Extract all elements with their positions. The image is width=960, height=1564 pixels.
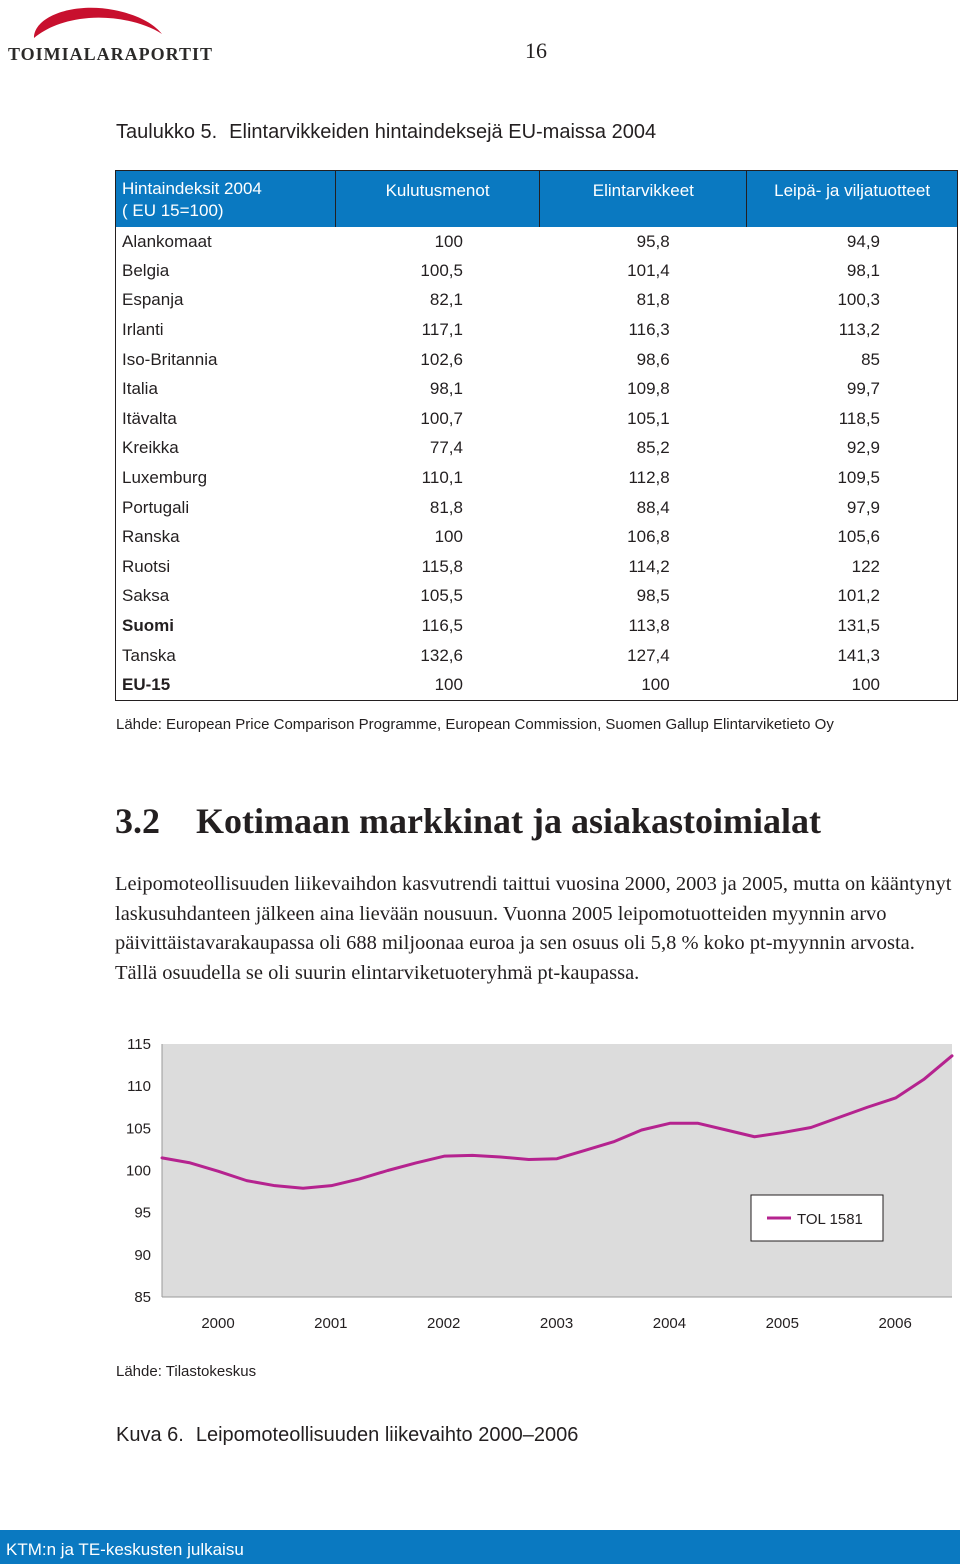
table-row bbox=[116, 227, 958, 257]
value-cell: 141,3 bbox=[837, 645, 880, 665]
value-cell: 85 bbox=[861, 349, 880, 369]
country-cell: EU-15 bbox=[122, 674, 171, 694]
value-cell: 94,9 bbox=[846, 232, 880, 252]
page-number: 16 bbox=[525, 38, 547, 63]
x-tick-label: 2005 bbox=[765, 1315, 799, 1332]
table-row bbox=[116, 286, 958, 316]
body-paragraph: Leipomoteollisuuden liikevaihdon kasvutrendi taittui vuosina 2000, 2003 ja 2005, mutta on kääntynyt laskusuhdanteen jälkeen aina lievään nousuun. Vuonna 2005 leipomotuotteiden myynnin arvo päivittäistavarakaupassa oli 688 miljoonaa euroa ja sen osuus oli 5,8 % koko pt-myynnin arvosta. Tällä osuudella se oli suurin elintarviketuoteryhmä pt-kaupassa. bbox=[115, 873, 952, 984]
value-cell: 112,8 bbox=[628, 468, 670, 488]
country-cell: Kreikka bbox=[122, 438, 179, 458]
table-row bbox=[116, 522, 958, 552]
value-cell: 100,3 bbox=[837, 290, 880, 310]
x-tick-label: 2001 bbox=[314, 1315, 348, 1332]
country-cell: Luxemburg bbox=[122, 468, 208, 488]
table-row bbox=[116, 374, 958, 404]
value-cell: 109,5 bbox=[837, 468, 880, 488]
country-cell: Irlanti bbox=[122, 320, 164, 340]
chart-source: Lähde: Tilastokeskus bbox=[116, 1363, 257, 1380]
value-cell: 88,4 bbox=[636, 497, 670, 517]
value-cell: 85,2 bbox=[636, 438, 670, 458]
revenue-line-chart bbox=[115, 1030, 960, 1340]
y-tick-label: 95 bbox=[134, 1204, 151, 1222]
value-cell: 100,5 bbox=[420, 260, 463, 280]
price-index-table bbox=[115, 170, 958, 701]
value-cell: 97,9 bbox=[846, 497, 880, 517]
table-row bbox=[116, 493, 958, 523]
table-body bbox=[116, 227, 958, 701]
value-cell: 102,6 bbox=[420, 349, 463, 369]
value-cell: 99,7 bbox=[846, 379, 880, 399]
table-row bbox=[116, 552, 958, 582]
country-cell: Iso-Britannia bbox=[122, 349, 218, 369]
value-cell: 116,3 bbox=[628, 320, 670, 340]
x-tick-label: 2004 bbox=[652, 1315, 687, 1332]
country-cell: Itävalta bbox=[122, 408, 177, 428]
table-row bbox=[116, 463, 958, 493]
chart-svg bbox=[115, 1030, 960, 1340]
column-header-kulutusmenot: Kulutusmenot bbox=[335, 171, 540, 227]
table-row bbox=[116, 345, 958, 375]
value-cell: 114,2 bbox=[628, 556, 670, 576]
x-tick-label: 2000 bbox=[201, 1315, 235, 1332]
x-tick-label: 2006 bbox=[878, 1315, 912, 1332]
value-cell: 98,1 bbox=[846, 260, 880, 280]
value-cell: 127,4 bbox=[627, 645, 670, 665]
value-cell: 105,1 bbox=[627, 408, 670, 428]
value-cell: 109,8 bbox=[627, 379, 670, 399]
column-header-index-line1: Hintaindeksit 2004 bbox=[122, 179, 262, 198]
table-source: Lähde: European Price Comparison Programme, European Commission, Suomen Gallup Elintarviketieto Oy bbox=[116, 716, 834, 733]
table-row bbox=[116, 641, 958, 671]
value-cell: 98,1 bbox=[429, 379, 463, 399]
value-cell: 115,8 bbox=[421, 556, 463, 576]
value-cell: 105,5 bbox=[420, 586, 463, 606]
country-cell: Belgia bbox=[122, 260, 170, 280]
value-cell: 77,4 bbox=[429, 438, 463, 458]
table-row bbox=[116, 404, 958, 434]
country-cell: Italia bbox=[122, 379, 158, 399]
column-header-index-line2: ( EU 15=100) bbox=[122, 201, 224, 220]
value-cell: 122 bbox=[851, 556, 880, 576]
y-tick-label: 110 bbox=[127, 1078, 151, 1096]
value-cell: 116,5 bbox=[421, 616, 463, 636]
value-cell: 95,8 bbox=[636, 232, 670, 252]
x-tick-label: 2002 bbox=[427, 1315, 461, 1332]
country-cell: Alankomaat bbox=[122, 232, 212, 252]
table-caption-label: Taulukko 5. bbox=[116, 121, 218, 143]
value-cell: 110,1 bbox=[421, 468, 463, 488]
figure-caption-label: Kuva 6. bbox=[116, 1424, 184, 1446]
table-header-row bbox=[116, 171, 958, 227]
value-cell: 82,1 bbox=[429, 290, 463, 310]
table-caption bbox=[116, 121, 656, 144]
table-caption-title: Elintarvikkeiden hintaindeksejä EU-maissa 2004 bbox=[229, 121, 657, 143]
plot-area bbox=[162, 1044, 952, 1297]
value-cell: 132,6 bbox=[420, 645, 463, 665]
value-cell: 118,5 bbox=[838, 408, 880, 428]
country-cell: Saksa bbox=[122, 586, 170, 606]
table-row bbox=[116, 256, 958, 286]
value-cell: 100 bbox=[434, 674, 463, 694]
value-cell: 105,6 bbox=[837, 527, 880, 547]
y-tick-label: 115 bbox=[127, 1036, 151, 1053]
logo-text: TOIMIALARAPORTIT bbox=[8, 44, 214, 64]
value-cell: 81,8 bbox=[636, 290, 670, 310]
country-cell: Ruotsi bbox=[122, 556, 171, 576]
footer-text: KTM:n ja TE-keskusten julkaisu bbox=[6, 1540, 244, 1559]
value-cell: 113,8 bbox=[628, 616, 670, 636]
section-title: Kotimaan markkinat ja asiakastoimialat bbox=[196, 801, 822, 841]
section-heading bbox=[115, 800, 821, 842]
value-cell: 100 bbox=[641, 674, 670, 694]
table-row bbox=[116, 582, 958, 612]
logo-swoosh-icon bbox=[4, 4, 174, 46]
value-cell: 98,6 bbox=[636, 349, 670, 369]
table-row bbox=[116, 611, 958, 641]
country-cell: Portugali bbox=[122, 497, 190, 517]
table-row bbox=[116, 670, 958, 700]
y-tick-label: 100 bbox=[125, 1162, 151, 1180]
figure-caption bbox=[116, 1424, 578, 1447]
section-number: 3.2 bbox=[115, 801, 160, 841]
value-cell: 100 bbox=[851, 674, 880, 694]
value-cell: 81,8 bbox=[429, 497, 463, 517]
figure-caption-title: Leipomoteollisuuden liikevaihto 2000–2006 bbox=[195, 1424, 579, 1446]
y-tick-label: 105 bbox=[125, 1120, 151, 1138]
y-tick-label: 90 bbox=[134, 1246, 151, 1264]
toimialaraportit-logo bbox=[4, 4, 214, 66]
table-row bbox=[116, 434, 958, 464]
country-cell: Tanska bbox=[122, 645, 176, 665]
country-cell: Espanja bbox=[122, 290, 184, 310]
legend-label: TOL 1581 bbox=[797, 1211, 863, 1228]
value-cell: 101,4 bbox=[627, 260, 670, 280]
value-cell: 100 bbox=[434, 527, 463, 547]
value-cell: 100,7 bbox=[420, 408, 463, 428]
value-cell: 92,9 bbox=[846, 438, 880, 458]
value-cell: 101,2 bbox=[837, 586, 880, 606]
column-header-elintarvikkeet: Elintarvikkeet bbox=[540, 171, 747, 227]
country-cell: Suomi bbox=[122, 616, 174, 636]
value-cell: 100 bbox=[434, 232, 463, 252]
country-cell: Ranska bbox=[122, 527, 180, 547]
value-cell: 98,5 bbox=[636, 586, 670, 606]
value-cell: 117,1 bbox=[421, 320, 463, 340]
value-cell: 113,2 bbox=[838, 320, 880, 340]
column-header-index bbox=[116, 171, 336, 227]
x-tick-label: 2003 bbox=[539, 1315, 574, 1332]
value-cell: 131,5 bbox=[837, 616, 880, 636]
column-header-leipa: Leipä- ja viljatuotteet bbox=[747, 171, 958, 227]
table-row bbox=[116, 315, 958, 345]
y-tick-label: 85 bbox=[134, 1289, 151, 1306]
value-cell: 106,8 bbox=[627, 527, 670, 547]
